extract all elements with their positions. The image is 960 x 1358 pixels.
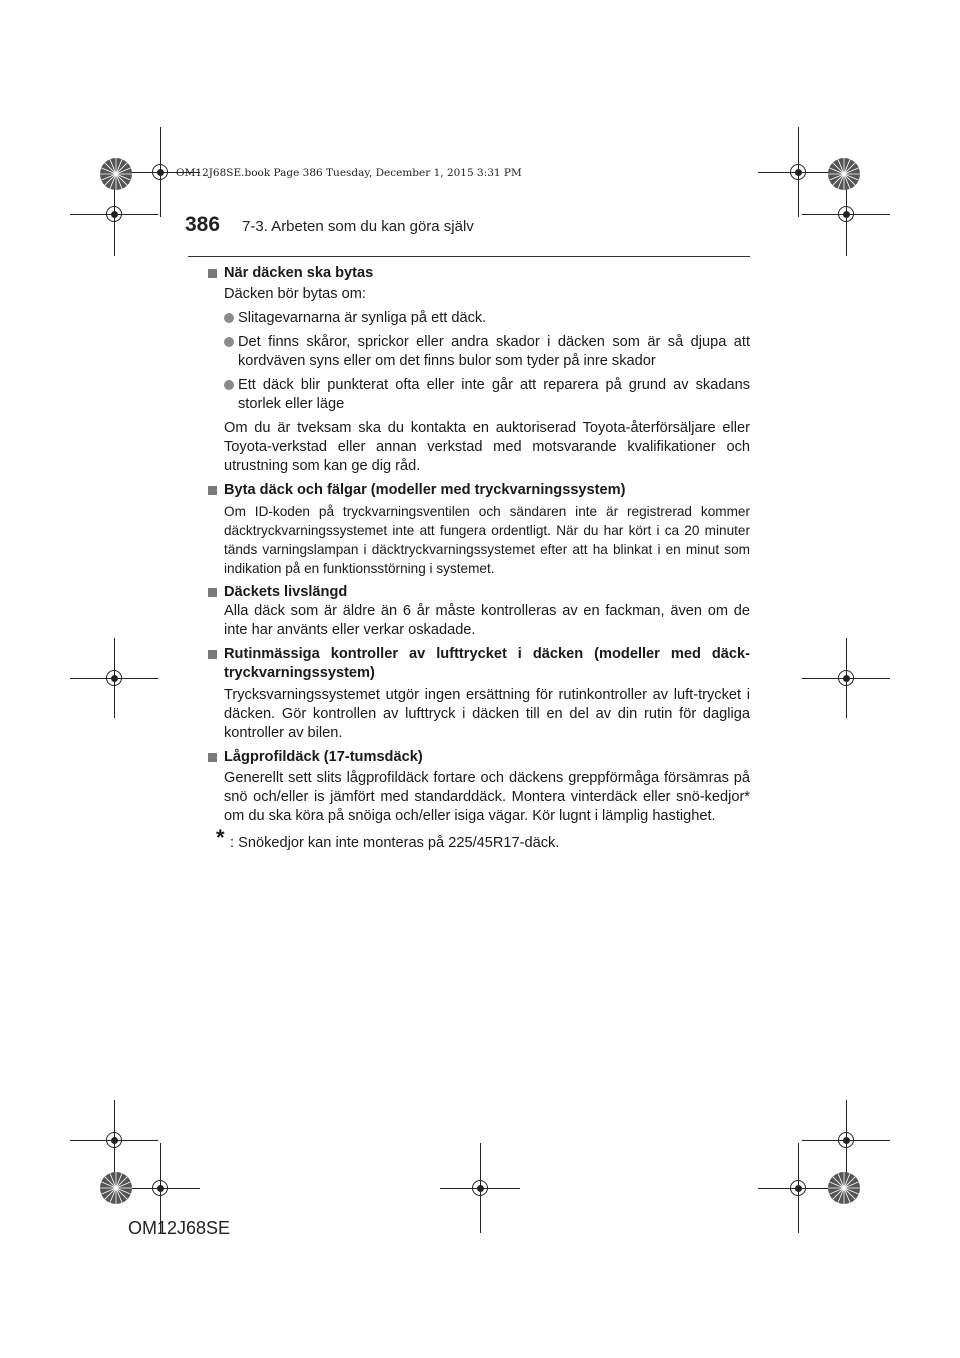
section-body: Generellt sett slits lågprofildäck fortare och däckens greppförmåga försämras på snö och/eller is jämfört med standarddäck. Montera vinterdäck eller snö-kedjor* om du ska köra på snöiga och/eller isiga vägar. Kör lugnt i lämplig hastighet. bbox=[224, 770, 750, 824]
bullet-item bbox=[208, 333, 750, 371]
page-number: 386 bbox=[185, 213, 221, 236]
section-square-icon bbox=[208, 269, 217, 278]
section-tire-wheel-change bbox=[208, 481, 750, 578]
starburst-target-icon bbox=[99, 157, 133, 191]
bullet-text: Det finns skåror, sprickor eller andra skador i däcken som är så djupa att kordväven syns eller om det finns bulor som tyder på inre skador bbox=[238, 334, 750, 369]
footnote-marker: * bbox=[216, 825, 225, 850]
bullet-dot-icon bbox=[224, 337, 234, 347]
bullet-dot-icon bbox=[224, 313, 234, 323]
section-routine-pressure-checks bbox=[208, 645, 750, 743]
bullet-item bbox=[208, 376, 750, 414]
section-intro: Däcken bör bytas om: bbox=[224, 286, 366, 302]
bullet-item bbox=[208, 309, 750, 328]
section-body: Alla däck som är äldre än 6 år måste kontrolleras av en fackman, även om de inte har använts eller verkar oskadade. bbox=[224, 603, 750, 638]
bullet-text: Slitagevarnarna är synliga på ett däck. bbox=[238, 310, 487, 326]
section-square-icon bbox=[208, 588, 217, 597]
section-square-icon bbox=[208, 753, 217, 762]
starburst-target-icon bbox=[827, 1171, 861, 1205]
bullet-dot-icon bbox=[224, 380, 234, 390]
section-tire-replacement bbox=[208, 264, 750, 476]
bullet-text: Ett däck blir punkterat ofta eller inte går att reparera på grund av skadans storlek eller läge bbox=[238, 377, 750, 412]
book-file-line: OM12J68SE.book Page 386 Tuesday, December 1, 2015 3:31 PM bbox=[176, 167, 522, 179]
section-title: När däcken ska bytas bbox=[224, 265, 374, 281]
header-rule bbox=[188, 256, 750, 257]
section-outro: Om du är tveksam ska du kontakta en auktoriserad Toyota-återförsäljare eller Toyota-verkstad eller annan verkstad med motsvarande kvalifikationer och utrustning som kan ge dig råd. bbox=[224, 420, 750, 474]
chapter-title: 7-3. Arbeten som du kan göra själv bbox=[242, 218, 474, 235]
section-title: Däckets livslängd bbox=[224, 584, 348, 600]
footnote-text: : Snökedjor kan inte monteras på 225/45R17-däck. bbox=[230, 835, 560, 851]
section-square-icon bbox=[208, 650, 217, 659]
section-title: Byta däck och fälgar (modeller med tryckvarningssystem) bbox=[224, 482, 626, 498]
starburst-target-icon bbox=[827, 157, 861, 191]
starburst-target-icon bbox=[99, 1171, 133, 1205]
section-low-profile-tires bbox=[208, 748, 750, 826]
section-square-icon bbox=[208, 486, 217, 495]
section-body: Om ID-koden på tryckvarningsventilen och sändaren inte är registrerad kommer däcktryckvarningssystemet inte att fungera ordentligt. När du har kört i ca 20 minuter tänds varningslampan i däcktryckvarningssystemet efter att ha blinkat i en minut som indikation på en funktionsstörning i systemet. bbox=[224, 504, 750, 576]
footer-code: OM12J68SE bbox=[128, 1218, 231, 1238]
footnote bbox=[208, 825, 750, 853]
section-title: Rutinmässiga kontroller av lufttrycket i däcken (modeller med däck-tryckvarningssystem) bbox=[224, 646, 750, 681]
section-body: Trycksvarningssystemet utgör ingen ersättning för rutinkontroller av luft-trycket i däcken. Gör kontrollen av lufttryck i däcken till en del av din rutin för dagliga kontroller av bilen. bbox=[224, 687, 750, 741]
section-title: Lågprofildäck (17-tumsdäck) bbox=[224, 749, 423, 765]
section-tire-lifespan bbox=[208, 583, 750, 640]
page-content bbox=[208, 264, 750, 853]
